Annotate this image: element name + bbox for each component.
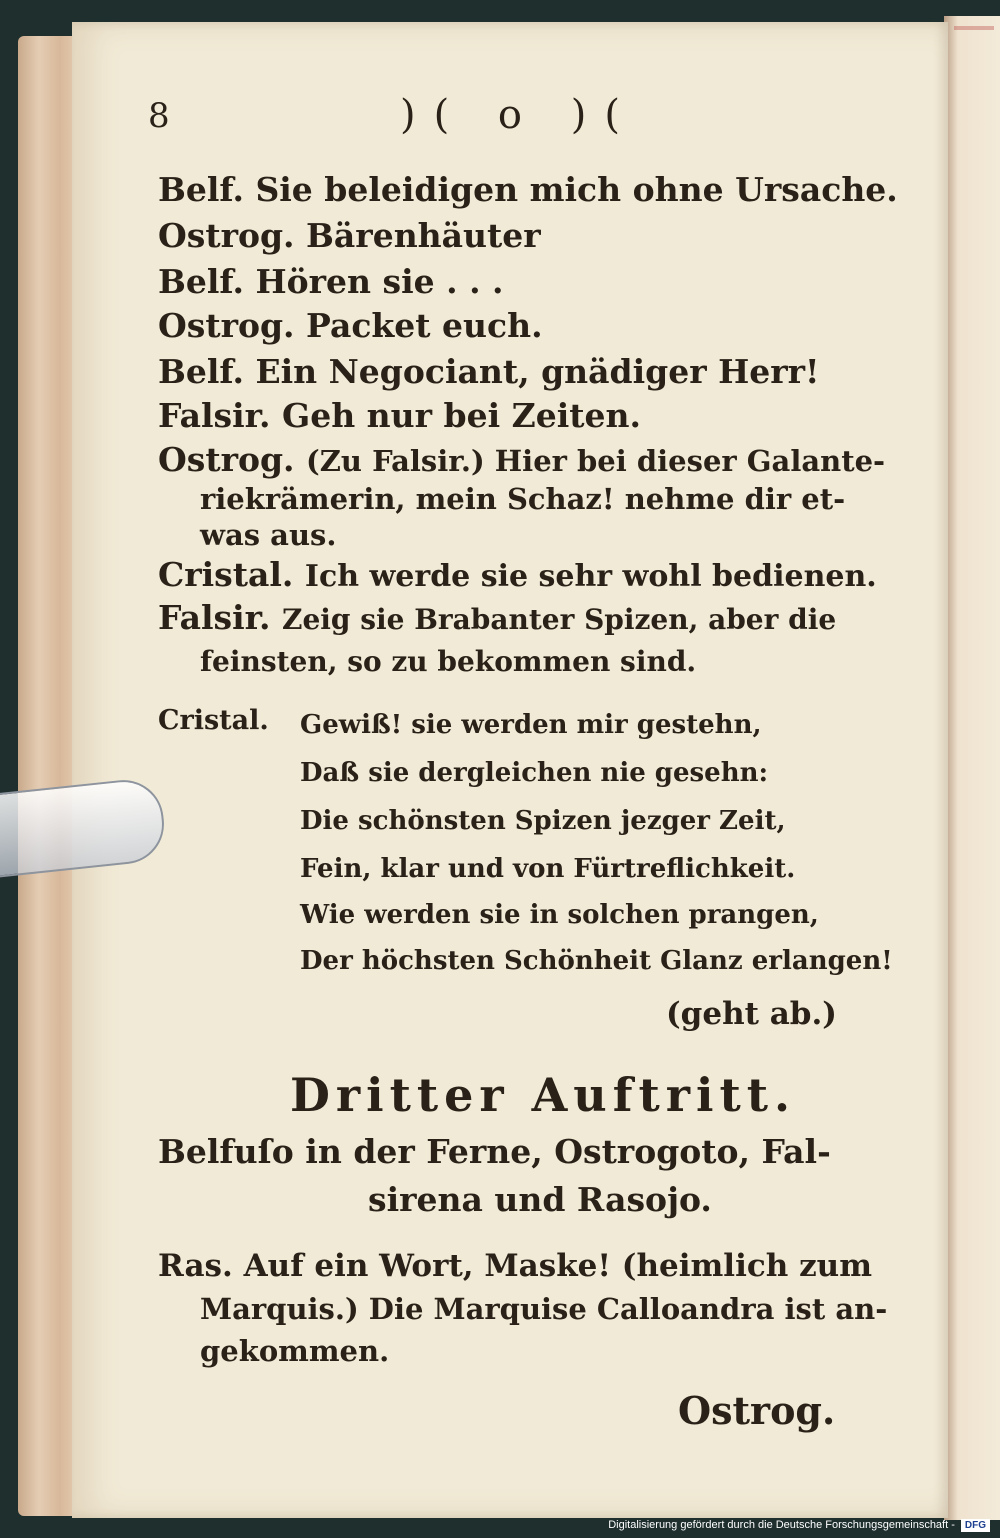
dialogue-line (158, 440, 885, 479)
color-bleed-mark (954, 26, 994, 30)
speaker: Belf. (158, 170, 244, 209)
dialogue-continuation (200, 640, 696, 679)
credit-text: Digitalisierung gefördert durch die Deutsche Forschungsgemeinschaft - (608, 1519, 955, 1531)
scene-personae: sirena und Rasojo. (368, 1180, 712, 1219)
speech: (Zu Falsir.) Hier bei dieser Galante- (306, 444, 886, 478)
speaker: Cristal. (158, 555, 294, 594)
verse-line: Der höchsten Schönheit Glanz erlangen! (300, 946, 893, 976)
dialogue-line (158, 262, 504, 301)
dialogue-line (158, 170, 898, 209)
header-ornament: )( o )( (400, 92, 638, 138)
dialogue-line (158, 352, 820, 391)
speech: Geh nur bei Zeiten. (282, 396, 641, 435)
digitization-credit (608, 1514, 990, 1536)
next-page-edge (944, 16, 1000, 1520)
dialogue-line (158, 396, 641, 435)
dialogue-line (158, 216, 541, 255)
dialogue-line (158, 306, 543, 345)
speaker: Ostrog. (158, 440, 295, 479)
catchword: Ostrog. (678, 1388, 836, 1433)
speech: feinsten, so zu bekommen sind. (200, 645, 697, 678)
speech: Bärenhäuter (306, 216, 541, 255)
speech: Ich werde sie sehr wohl bedienen. (304, 559, 877, 594)
speech: Ein Negociant, gnädiger Herr! (255, 352, 820, 391)
speaker: Belf. (158, 262, 244, 301)
stage-direction: (geht ab.) (666, 996, 837, 1032)
speaker: Falsir. (158, 396, 271, 435)
dialogue-continuation (200, 478, 845, 517)
speaker: Ostrog. (158, 306, 295, 345)
dialogue-continuation: Marquis.) Die Marquise Calloandra ist an- (200, 1292, 888, 1326)
verse-line: Fein, klar und von Fürtreflichkeit. (300, 854, 796, 884)
speaker: Belf. (158, 352, 244, 391)
dfg-logo: DFG (961, 1519, 990, 1532)
dialogue-continuation: gekommen. (200, 1334, 390, 1368)
dialogue-continuation (200, 514, 336, 553)
dialogue-line: Ras. Auf ein Wort, Maske! (heimlich zum (158, 1248, 873, 1284)
verse-line: Die schönsten Spizen jezger Zeit, (300, 806, 786, 836)
song-speaker: Cristal. (158, 705, 269, 736)
verse-line: Wie werden sie in solchen prangen, (300, 900, 819, 930)
speech: Zeig sie Brabanter Spizen, aber die (282, 603, 837, 636)
speech: riekrämerin, mein Schaz! nehme dir et- (200, 482, 846, 516)
scene-personae: Belfuſo in der Ferne, Ostrogoto, Fal- (158, 1132, 831, 1171)
speaker: Falsir. (158, 598, 271, 637)
speech: Packet euch. (306, 306, 543, 345)
page-number: 8 (148, 96, 170, 136)
speech: Hören sie . . . (255, 262, 504, 301)
scene-title: Dritter Auftritt. (290, 1068, 797, 1122)
dialogue-line (158, 598, 836, 637)
speech: was aus. (200, 518, 337, 552)
speaker: Ostrog. (158, 216, 295, 255)
verse-line: Gewiß! sie werden mir gestehn, (300, 710, 762, 740)
speech: Sie beleidigen mich ohne Ursache. (255, 170, 898, 209)
dialogue-line (158, 555, 877, 594)
verse-line: Daß sie dergleichen nie gesehn: (300, 758, 769, 788)
